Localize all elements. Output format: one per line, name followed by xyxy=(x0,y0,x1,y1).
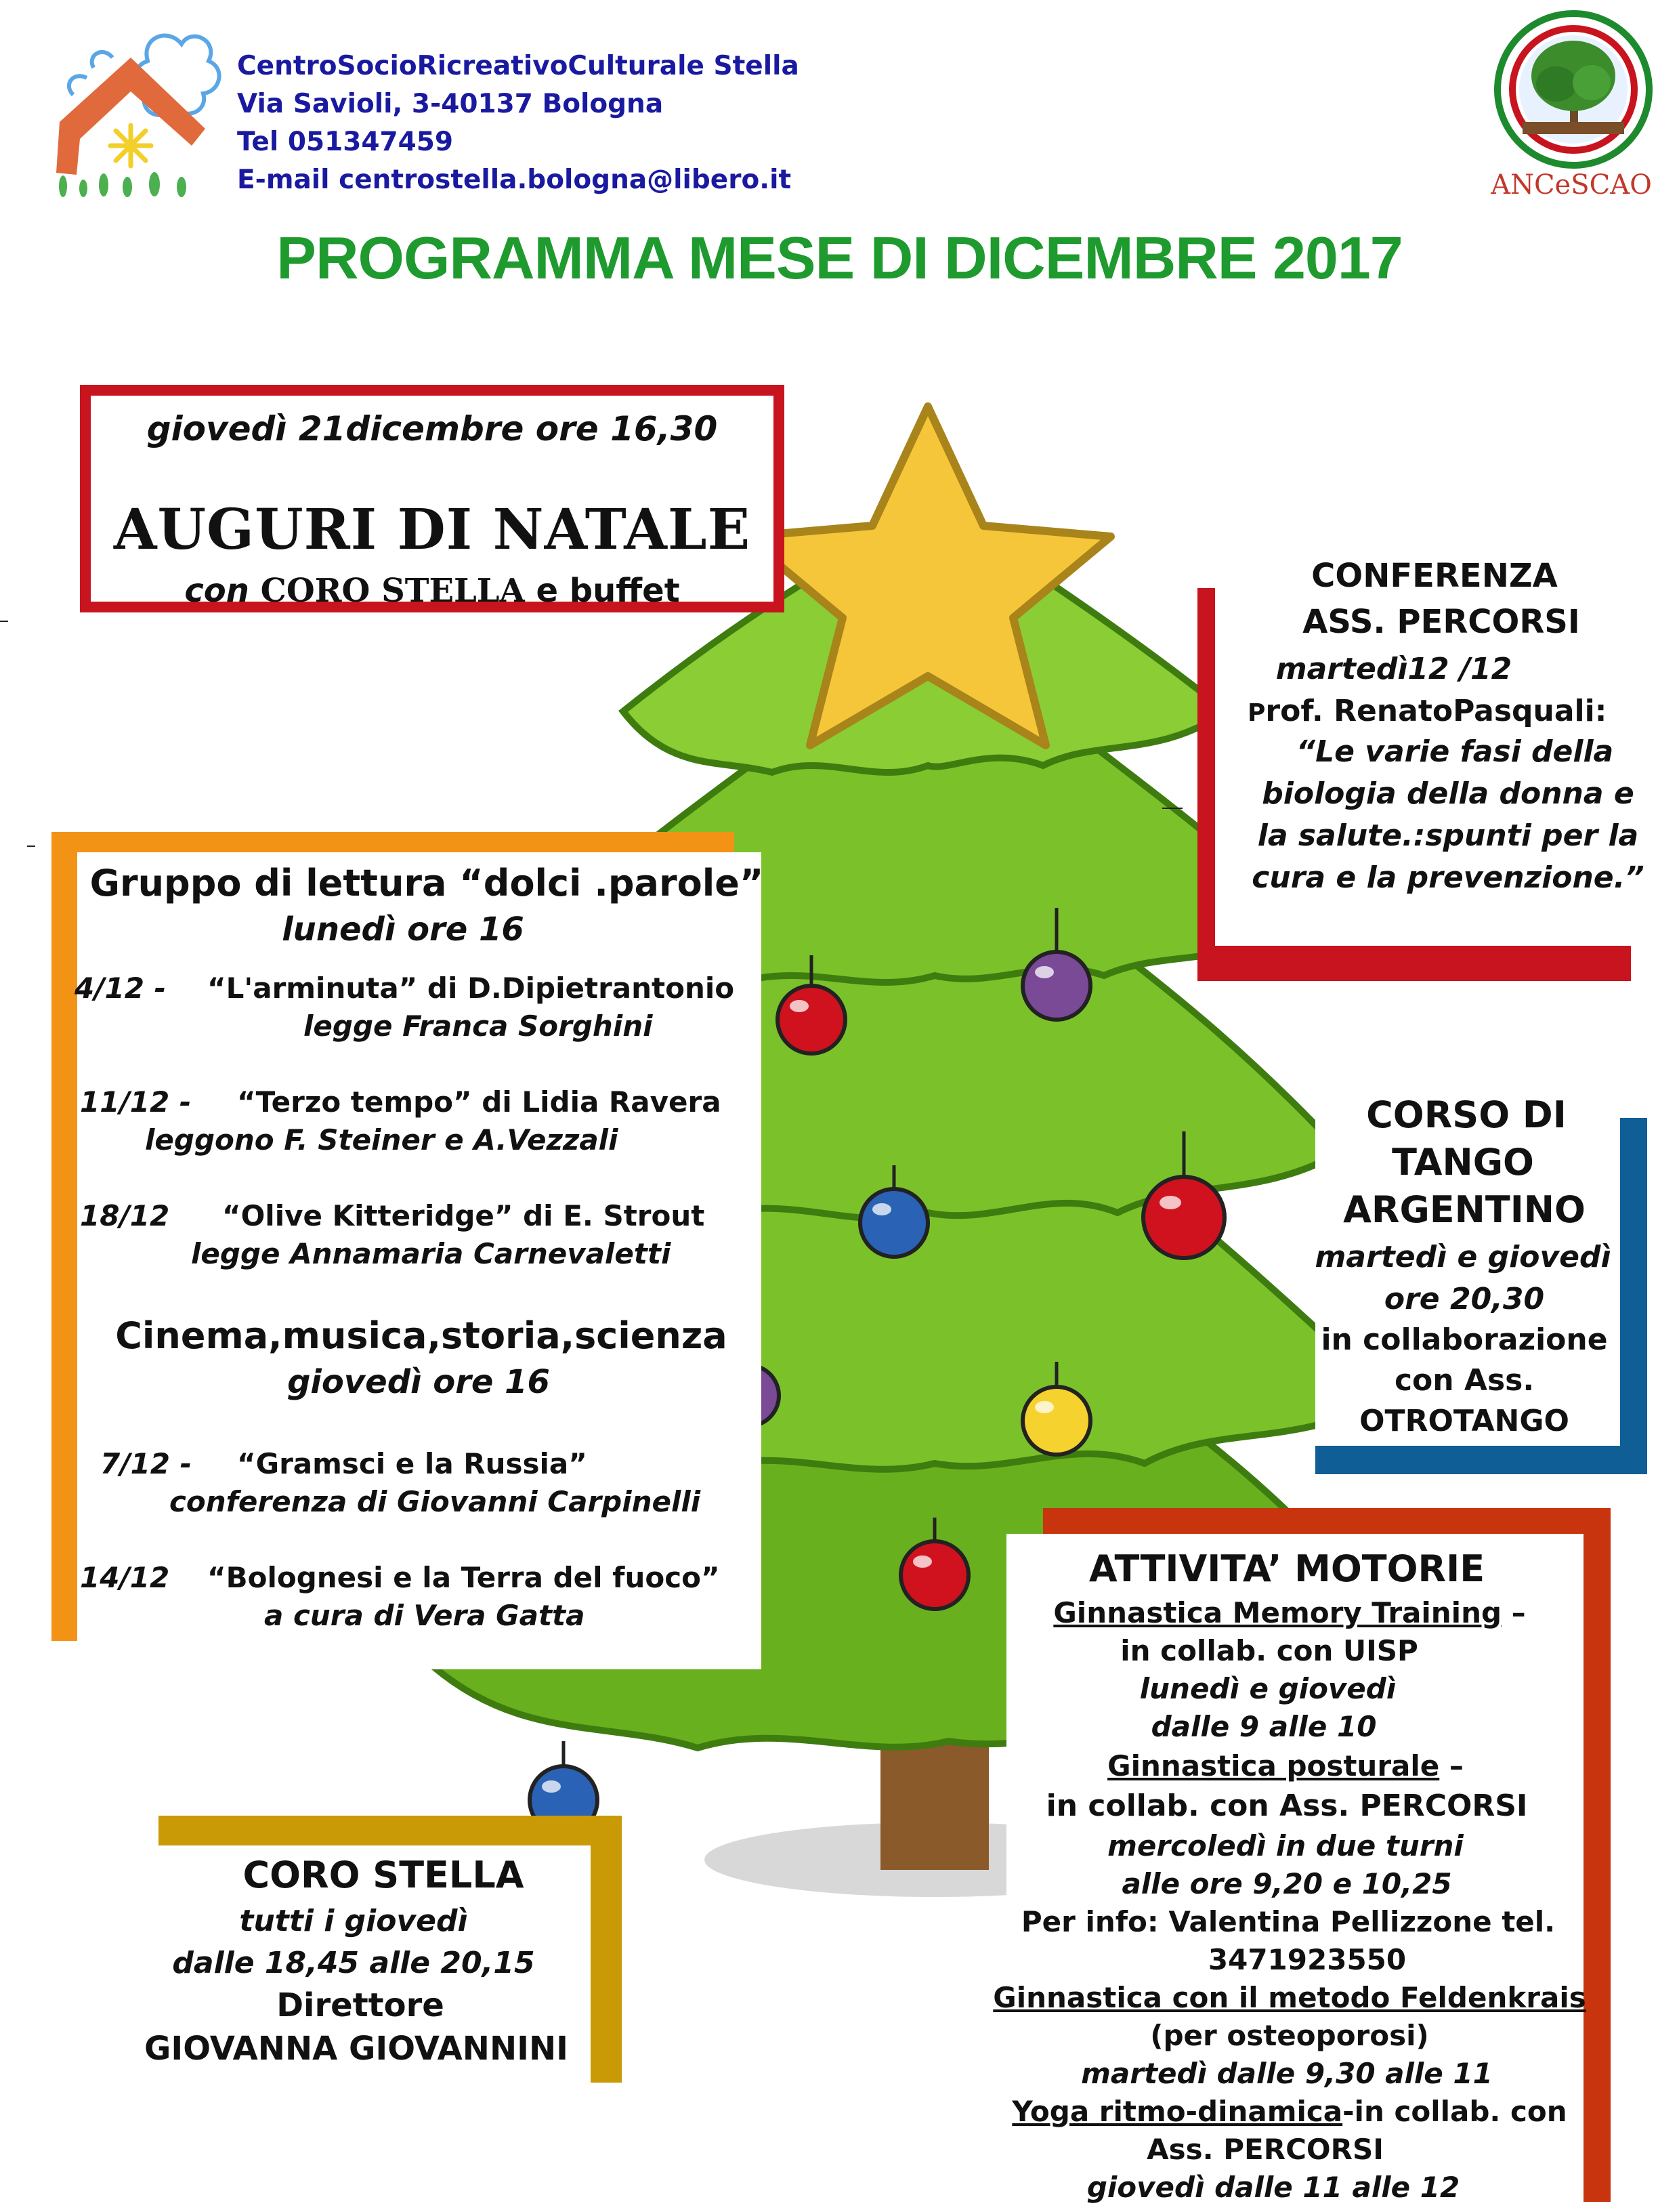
auguri-box xyxy=(80,385,784,612)
cinema-item-topic: “Gramsci e la Russia” xyxy=(237,1447,587,1480)
coro-frame-vertical xyxy=(591,1816,622,2083)
lettura-item-book: “L'arminuta” di D.Dipietrantonio xyxy=(207,972,735,1005)
lettura-schedule: lunedì ore 16 xyxy=(282,911,524,948)
yoga: Yoga ritmo-dinamica-in collab. con xyxy=(1012,2095,1567,2128)
lettura-item-reader: legge Annamaria Carnevaletti xyxy=(191,1237,671,1270)
org-phone: Tel 051347459 xyxy=(237,127,454,157)
organization-info xyxy=(237,47,847,199)
cinema-item-by: a cura di Vera Gatta xyxy=(264,1599,585,1632)
page-title: PROGRAMMA MESE DI DICEMBRE 2017 xyxy=(276,224,1403,291)
conferenza-speaker: Prof. RenatoPasquali: xyxy=(1248,694,1607,728)
lettura-item-date: 11/12 - xyxy=(80,1085,192,1119)
conferenza-topic-line4: cura e la prevenzione.” xyxy=(1252,860,1644,895)
coro-title: CORO STELLA xyxy=(242,1854,524,1896)
memory-time: dalle 9 alle 10 xyxy=(1151,1710,1377,1743)
memory-training-name: Ginnastica Memory Training xyxy=(1053,1596,1502,1629)
centro-stella-logo xyxy=(46,20,224,200)
lettura-item-date: 18/12 xyxy=(80,1199,170,1232)
conferenza-topic-line1: “Le varie fasi della xyxy=(1296,734,1614,769)
memory-days: lunedì e giovedì xyxy=(1139,1672,1397,1705)
lettura-item-book: “Terzo tempo” di Lidia Ravera xyxy=(237,1085,721,1119)
lettura-item-reader: leggono F. Steiner e A.Vezzali xyxy=(145,1123,618,1156)
yoga-name: Yoga ritmo-dinamica xyxy=(1012,2095,1343,2128)
cinema-title: Cinema,musica,storia,scienza xyxy=(115,1314,727,1357)
motorie-info: Per info: Valentina Pellizzone tel. xyxy=(1021,1905,1556,1938)
coro-time: dalle 18,45 alle 20,15 xyxy=(172,1946,535,1980)
conferenza-title: CONFERENZA xyxy=(1311,557,1558,595)
lettura-item-date: 4/12 - xyxy=(75,972,167,1005)
feldenkrais-note: (per osteoporosi) xyxy=(1150,2019,1429,2052)
coro-director: GIOVANNA GIOVANNINI xyxy=(144,2030,569,2068)
lettura-title: Gruppo di lettura “dolci .parole” xyxy=(89,862,764,904)
conferenza-org: ASS. PERCORSI xyxy=(1302,603,1580,641)
margin-mark xyxy=(0,621,8,622)
posturale-collab: in collab. con Ass. PERCORSI xyxy=(1046,1789,1528,1823)
conferenza-date: martedì12 /12 xyxy=(1275,652,1512,686)
margin-mark xyxy=(27,846,35,847)
tango-time: ore 20,30 xyxy=(1384,1282,1545,1316)
tango-title-line2: TANGO xyxy=(1392,1141,1534,1184)
org-address: Via Savioli, 3-40137 Bologna xyxy=(237,89,664,119)
cinema-item-by: conferenza di Giovanni Carpinelli xyxy=(169,1485,701,1518)
cinema-item-date: 14/12 xyxy=(80,1561,170,1594)
coro-frame-horizontal xyxy=(158,1816,622,1845)
conferenza-frame-vertical xyxy=(1197,588,1215,981)
ancescao-label: ANCeSCAO xyxy=(1491,169,1652,201)
org-name: CentroSocioRicreativoCulturale Stella xyxy=(237,51,799,81)
motorie-info-phone: 3471923550 xyxy=(1208,1943,1407,1976)
feldenkrais-name: Ginnastica con il metodo Feldenkrais xyxy=(993,1981,1586,2014)
tango-title-line1: CORSO DI xyxy=(1366,1093,1567,1136)
posturale-name: Ginnastica posturale xyxy=(1107,1749,1440,1782)
cinema-item-date: 7/12 - xyxy=(100,1447,192,1480)
coro-director-label: Direttore xyxy=(276,1986,444,2024)
tango-days: martedì e giovedì xyxy=(1315,1240,1611,1274)
tango-collab-line3: OTROTANGO xyxy=(1359,1404,1569,1438)
yoga-org: Ass. PERCORSI xyxy=(1147,2133,1384,2166)
auguri-subtitle: con CORO STELLA e buffet xyxy=(184,572,680,610)
tango-title-line3: ARGENTINO xyxy=(1343,1188,1586,1231)
coro-days: tutti i giovedì xyxy=(239,1904,468,1938)
feldenkrais-time: martedì dalle 9,30 alle 11 xyxy=(1081,2057,1493,2090)
memory-training: Ginnastica Memory Training – xyxy=(1053,1596,1526,1629)
yoga-time: giovedì dalle 11 alle 12 xyxy=(1086,2171,1460,2204)
cinema-schedule: giovedì ore 16 xyxy=(287,1363,550,1401)
tango-collab-line1: in collaborazione xyxy=(1321,1322,1608,1357)
org-email: E-mail centrostella.bologna@libero.it xyxy=(237,165,792,195)
lettura-item-reader: legge Franca Sorghini xyxy=(303,1009,653,1043)
margin-mark xyxy=(1162,808,1183,809)
posturale: Ginnastica posturale – xyxy=(1107,1749,1464,1782)
auguri-title: AUGURI DI NATALE xyxy=(113,497,751,562)
lettura-item-book: “Olive Kitteridge” di E. Strout xyxy=(222,1199,705,1232)
posturale-days: mercoledì in due turni xyxy=(1107,1829,1464,1862)
tango-collab-line2: con Ass. xyxy=(1394,1363,1535,1398)
motorie-title: ATTIVITA’ MOTORIE xyxy=(1088,1547,1485,1590)
cinema-item-topic: “Bolognesi e la Terra del fuoco” xyxy=(207,1561,720,1594)
tango-frame-horizontal xyxy=(1315,1446,1647,1474)
conferenza-topic-line2: biologia della donna e xyxy=(1262,776,1634,811)
tango-frame-vertical xyxy=(1620,1118,1647,1474)
coro-stella-mention: CORO STELLA xyxy=(260,572,525,610)
memory-collab: in collab. con UISP xyxy=(1120,1634,1418,1667)
conferenza-frame-horizontal xyxy=(1197,946,1631,981)
lettura-frame-vertical xyxy=(51,832,77,1641)
lettura-frame-horizontal xyxy=(51,832,734,852)
conferenza-topic-line3: la salute.:spunti per la xyxy=(1257,818,1639,853)
posturale-time: alle ore 9,20 e 10,25 xyxy=(1122,1867,1452,1900)
motorie-frame-vertical xyxy=(1584,1508,1611,2202)
ancescao-logo xyxy=(1482,8,1665,171)
auguri-date: giovedì 21dicembre ore 16,30 xyxy=(146,409,718,448)
motorie-frame-horizontal xyxy=(1043,1508,1611,1534)
